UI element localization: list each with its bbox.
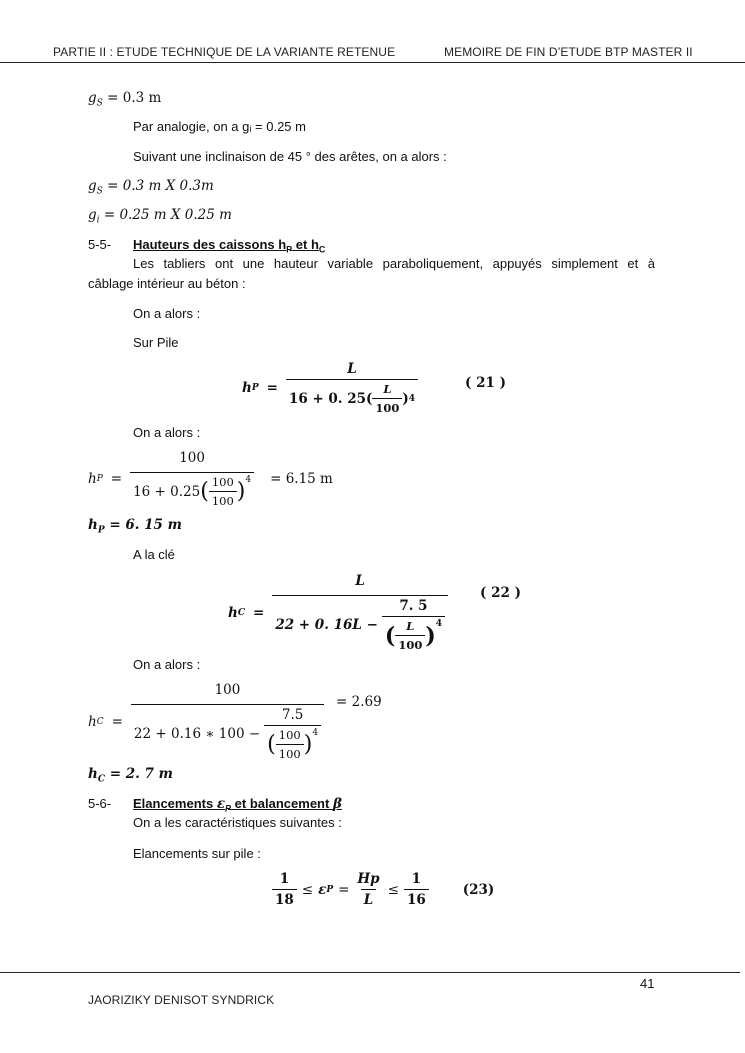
section-5-6-number: 5-6-: [88, 796, 112, 811]
page-number: 41: [640, 976, 655, 991]
equation-23: $\frac{1}{18}$ ≤ ε P = $\frac{Hp}{L}$ ≤ $\frac{1}{16}$ (23): [272, 871, 494, 908]
on-a-alors-3: On a alors :: [133, 657, 201, 672]
header-right: MEMOIRE DE FIN D’ETUDE BTP MASTER II: [444, 45, 693, 59]
a-la-cle-label: A la clé: [133, 547, 175, 562]
section-5-5-paragraph-line2: câblage intérieur au béton :: [88, 276, 246, 291]
footer-rule: [0, 972, 740, 973]
section-5-6-paragraph: On a les caractéristiques suivantes :: [133, 815, 342, 830]
equation-22: h C = L 22 + 0. 16L − 7. 5 ( $\frac{L}{100}$ ) 4: [228, 573, 448, 652]
equation-22-label: ( 22 ): [480, 585, 521, 601]
gs-dimension-line: $g_S = 0.3$ m X 0.3m: [88, 178, 214, 197]
hp-calculation: h P = 100 16 + 0.25 ( $\frac{100}{100}$ ) 4 = 6.15 m: [88, 450, 333, 508]
sur-pile-label: Sur Pile: [133, 335, 179, 350]
footer-author: JAORIZIKY DENISOT SYNDRICK: [88, 993, 275, 1007]
equation-21: h P = L 16 + 0. 25( $\frac{L}{100}$ ) 4: [242, 361, 418, 415]
header-rule: [0, 62, 745, 63]
on-a-alors-1: On a alors :: [133, 306, 201, 321]
section-5-5-paragraph-line1: Les tabliers ont une hauteur variable paraboliquement, appuyés simplement et à: [133, 256, 655, 271]
hc-calculation: h C = 100 22 + 0.16 ∗ 100 − 7.5 ( $\frac{100}{100}$ ) 4 = 2.69: [88, 682, 382, 761]
gs-value-line: $g_S = 0.3$ m: [88, 90, 162, 109]
section-5-5-title: Hauteurs des caissons $h_P$ et $h_C$: [133, 237, 326, 255]
equation-21-label: ( 21 ): [465, 375, 506, 391]
section-5-6-title: Elancements $\varepsilon_P$ et balancement β: [133, 796, 342, 814]
analogy-text: Par analogie, on a gᵢ = 0.25 m: [133, 119, 306, 134]
elancements-sur-pile-label: Elancements sur pile :: [133, 846, 261, 861]
hp-final-value: $h_P = 6$. 15 m: [88, 517, 182, 536]
inclination-text: Suivant une inclinaison de 45 ° des arêtes, on a alors :: [133, 149, 447, 164]
on-a-alors-2: On a alors :: [133, 425, 201, 440]
hc-final-value: $h_C = 2$. 7 m: [88, 766, 173, 785]
gi-dimension-line: $g_i = 0.25$ m X 0.25 m: [88, 207, 232, 226]
section-5-5-number: 5-5-: [88, 237, 112, 252]
header-left: PARTIE II : ETUDE TECHNIQUE DE LA VARIANTE RETENUE: [53, 45, 396, 59]
